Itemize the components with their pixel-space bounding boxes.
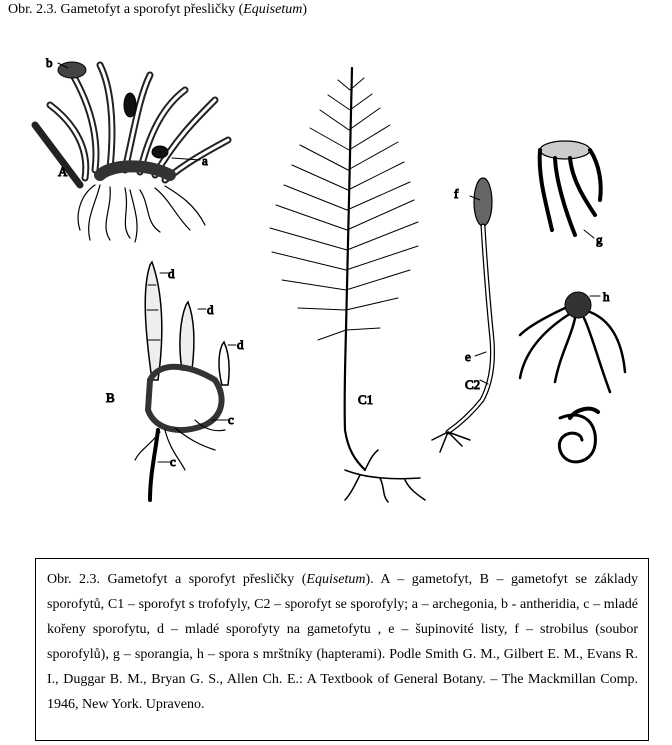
caption-body: ). A – gametofyt, B – gametofyt se základy sporofytů, C1 – sporofyt s trofofyly, C2 – sporofyt se sporofyly; a – archegonia, b - antheridia, c – mladé kořeny sporofytu, d – mladé sporofyty na gametofytu , e – šupinovité listy, f – strobilus (soubor sporofylů), g – sporangia, h – spora s mrštníky (hapterami). Podle Smith G. M., Gilbert E. M., Evans R. I., Duggar B. M., Bryan G. S., Allen Ch. E.: A Textbook of General Botany. – The Mackmillan Comp. 1946, New York. Upraveno. bbox=[47, 572, 638, 712]
label-h: h bbox=[603, 289, 610, 304]
label-d-1: d bbox=[168, 266, 175, 281]
sporophyte-c2-drawing bbox=[432, 178, 493, 452]
gametophyte-b-drawing bbox=[135, 262, 236, 500]
caption-genus: Equisetum bbox=[306, 572, 366, 587]
label-c-2: c bbox=[170, 454, 176, 469]
sporangia-g-drawing bbox=[540, 141, 601, 238]
title-suffix: ) bbox=[302, 2, 308, 17]
caption-text bbox=[47, 567, 638, 717]
spore-h-drawing bbox=[520, 292, 625, 462]
label-c-1: c bbox=[228, 412, 234, 427]
label-B: B bbox=[106, 390, 115, 405]
sporophyte-c1-drawing bbox=[270, 68, 425, 502]
label-d-2: d bbox=[207, 302, 214, 317]
label-b: b bbox=[46, 55, 53, 70]
label-C1: C1 bbox=[358, 392, 374, 407]
label-g: g bbox=[596, 232, 603, 247]
caption-prefix: Obr. 2.3. Gametofyt a sporofyt přesličky ( bbox=[47, 572, 307, 587]
title-genus: Equisetum bbox=[243, 2, 303, 17]
label-d-3: d bbox=[237, 337, 244, 352]
caption-box bbox=[35, 558, 649, 741]
label-C2: C2 bbox=[465, 377, 481, 392]
label-f: f bbox=[454, 186, 459, 201]
gametophyte-a-drawing bbox=[35, 62, 228, 242]
title-prefix: Obr. 2.3. Gametofyt a sporofyt přesličky ( bbox=[8, 2, 244, 17]
label-A: A bbox=[58, 164, 68, 179]
label-e: e bbox=[465, 349, 471, 364]
label-a: a bbox=[202, 153, 208, 168]
